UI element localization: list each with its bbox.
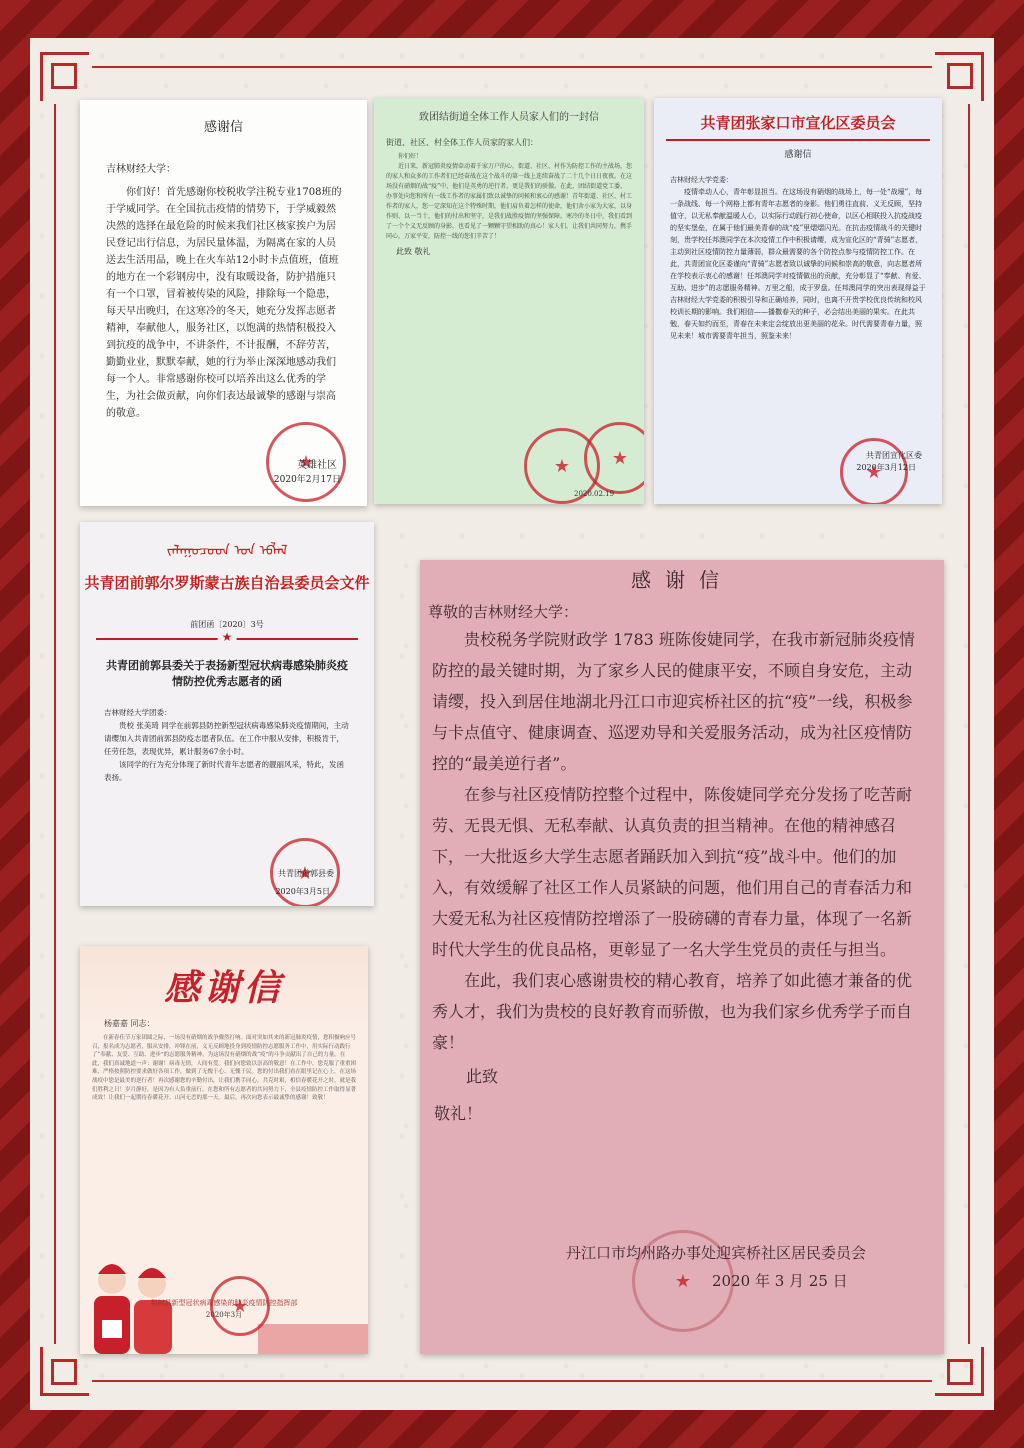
letter-text: 近日来，新冠肺炎疫情牵动着千家万户的心，街道、社区、村作为防控工作的主战场，您的家人和众多的工作者们已经奋战在这个战斗的第一线上连续奋战了二十几个日日夜夜。在这场没有硝烟的战“疫”中，他们是英勇的逆行者，更是我们的骄傲。在此，团结街道党工委、办事处向您和所有一线工作者的家属们致以诚挚的问候和衷心的感谢！青年街道、社区、村工作者的家人，您一定深知在这个特殊时期，他们肩负着怎样的使命，他们舍小家为大家，以身作则、以一当十，他们的付出和坚守，是我们战胜疫情的坚强保障。寒冷的冬日中，我们看到了一个个义无反顾的身影，也看见了一颗颗守望相助的真心！家人们，让我们共同努力，携手同心，万家平安，防控一线的您们辛苦了！ [386,163,633,240]
letter-salute: 吉林财经大学： [106,164,176,175]
letter-signature: 丹江口市均州路办事处迎宾桥社区居民委员会 [566,1244,867,1262]
letter-signature: 英雄社区 [297,460,337,471]
letter-body [420,624,944,1058]
letter-xuanhua-youth-league [654,98,942,504]
letter-danjiangkou-yingbinqiao-community [420,560,944,1354]
letter-date: 2020 年 3 月 25 日 [712,1272,848,1290]
letter-title: 致团结街道全体工作人员家人们的一封信 [419,112,599,123]
corner-ornament-top-right [935,52,984,101]
border-line-bottom [92,1380,932,1382]
letter-salute: 杨嘉嘉 同志： [104,1019,155,1028]
letter-body [654,174,942,342]
border-line-top [92,66,932,68]
letter-title: 感谢信 [203,120,243,135]
corner-ornament-bottom-left [40,1347,89,1396]
letter-body [80,161,367,422]
org-header: 共青团前郭尔罗斯蒙古族自治县委员会文件 [84,574,370,592]
header-divider [666,139,930,141]
border-line-left [54,104,56,1344]
letter-date: 2020年3月5日 [275,887,330,896]
letter-body [80,706,374,784]
letter-title: 共青团前郭县委关于表扬新型冠状病毒感染肺炎疫情防控优秀志愿者的函 [106,659,348,688]
letter-text: 疫情牵动人心，青年彰显担当。在这场没有硝烟的战场上，每一处“战壕”，每一条战线、每一个网格上都有青年志愿者的身影。他们勇往直前、义无反顾，坚持值守，以无私奉献温暖人心，以实际行动践行初心使命，以区心相联投入抗疫战疫的坚实堡垒，在属于他们最美青春的战“疫”里熠熠闪光。在抗击疫情战斗的关键时刻，贵学校任邦澳同学在本次疫情工作中积极请缨，成为宣化区的“青骑”志愿者，主动到社区疫情防控力量薄弱，群众最需要的各个防控点参与疫情防控工作。在此，共青团宣化区委谨向“青骑”志愿者致以诚挚的问候和崇高的敬意，向志愿者所在学校表示衷心的感谢！任邦澳同学对疫情做出的贡献，充分彰显了“奉献、有爱、互助、进步”的志愿服务精神。万里之船，成于罗盘。任邦澳同学的突出表现得益于吉林财经大学党委的积极引导和正确培养，同时，也离不开贵学校优良传统和校风校训长期的影响。我们相信——播撒春天的种子，必会结出美丽的果实。在此共勉，春天如约而至，青春在未来定会绽放出更美丽的花朵。时代需要青春力量，照见未来！城市需要青年担当，照鉴未来！ [670,188,926,340]
letter-title: 感谢信 [163,967,284,1009]
letter-paragraph-3: 在此，我们衷心感谢贵校的精心教育，培养了如此德才兼备的优秀人才，我们为贵校的良好教育而骄傲，也为我们家乡优秀学子而自豪！ [432,971,913,1052]
tiananmen-gate-silhouette [258,1324,368,1354]
mongolian-script-header: ᠵᠠᠯᠠᠭᠤᠴᠤᠳ ᠤᠨ ᠡᠪᠯᠡᠯ [166,543,288,559]
letter-closing: 此致 敬礼 [396,247,431,256]
letter-salute: 尊敬的吉林财经大学： [428,603,579,621]
letter-lishu-epidemic-command [80,946,368,1354]
letter-date: 2020年2月17日 [273,475,341,485]
thank-you-letter-yingxiong-community [80,100,367,506]
letter-date: 2020年3月 [205,1311,243,1319]
letter-salute: 吉林财经大学团委： [104,708,172,717]
letter-text-2: 该同学的行为充分体现了新时代青年志愿者的靓丽风采，特此，发函表扬。 [104,760,344,782]
letter-signature: 共青团前郭县委 [278,869,334,878]
letter-paragraph-1: 贵校税务学院财政学 1783 班陈俊婕同学，在我市新冠肺炎疫情防控的最关键时期，为了家乡人民的健康平安，不顾自身安危，主动请缨，投入到居住地湖北丹江口市迎宾桥社区的抗“疫”一线，积极参与卡点值守、健康调查、巡逻劝导和关爱服务活动，成为社区疫情防控的“最美逆行者”。 [432,630,915,773]
letter-tuanjie-street [374,98,644,504]
letter-text: 你们好！首先感谢你校税收学注税专业1708班的于学威同学。在全国抗击疫情的情势下，于学威毅然决然的选择在最危险的时候来我们社区核家挨户为居民登记出行信息，为居民量体温，为隔离在家的人员送去生活用品，晚上在火车站12小时卡点值班，值班的地方在一个彩钢房中，没有取暖设备，防护措施只有一个口罩，冒着被传染的风险，排除每一个隐患，每天早出晚归，在这寒冷的冬天，她充分发挥志愿者精神，奉献他人，服务社区，以饱满的热情积极投入到抗疫的战争中，不讲条件，不计报酬，不辞劳苦，勤勤业业，默默奉献，她的行为举止深深地感动我们每一个人。非常感谢你校可以培养出这么优秀的学生，为社会做贡献，向你们表达最诚挚的感谢与崇高的敬意。 [106,187,342,419]
letter-closing-1: 此致 [466,1067,499,1086]
letter-paragraph-2: 在参与社区疫情防控整个过程中，陈俊婕同学充分发扬了吃苦耐劳、无畏无惧、无私奉献、认真负责的担当精神。在他的精神感召下，一大批返乡大学生志愿者踊跃加入到抗“疫”战斗中。他们的加入，有效缓解了社区工作人员紧缺的问题，他们用自己的青春活力和大爱无私为社区疫情防控增添了一股磅礴的青春力量，体现了一名新时代大学生的优良品格，更彰显了一名大学生党员的责任与担当。 [432,785,913,959]
letter-qianguo-youth-league [80,522,374,906]
header-divider [96,630,358,644]
corner-ornament-top-left [40,52,89,101]
letter-signature: 梨树县新型冠状病毒感染的肺炎疫情防控指挥部 [150,1299,298,1307]
corner-ornament-bottom-right [935,1347,984,1396]
letter-title: 感谢信 [784,150,812,160]
letter-body [374,152,644,242]
org-header: 共青团张家口市宣化区委员会 [700,114,896,132]
star-icon: ★ [218,630,237,644]
letter-closing-2: 敬礼！ [434,1104,483,1123]
letter-date: 2020年3月12日 [856,463,916,472]
document-reference: 前团函〔2020〕3号 [190,620,264,629]
letter-signature: 共青团宣化区委 [866,451,922,460]
letter-body: 在新春佳节万家团圆之际，一场没有硝烟的战争骤然打响。面对突如其来的新冠肺炎疫情，您积极响应号召，报名成为志愿者，服从安排，冲锋在前，义无反顾地投身到疫情防控志愿服务工作中，用实际行动践行了“奉献、友爱、互助、进步”的志愿服务精神，为这场没有硝烟的战“疫”的斗争贡献出了自己的力量。在此，我们真诚地道一声：谢谢！病毒无情，人间有爱。我们向您致以崇高的敬意！在工作中，您克服了重重困难，严格按照防控要求做好各项工作，做到了无愧于心、无愧于民。您的付出我们看在眼里记在心上，在这场战疫中您是最美的逆行者！再次感谢您的辛勤付出，让我们携手同心，共克时艰，相信春暖花开之时，就是我们胜利之日！岁月静好，是因为有人负重前行。在您和所有志愿者的共同努力下，全县疫情防控工作取得显著成效！让我们一起期待春暖花开、山河无恙的那一天。最后，再次向您表示最诚挚的感谢！致敬！ [92,1035,357,1102]
letter-date: 2020.02.19 [574,490,615,498]
border-line-right [968,104,970,1344]
letter-salute: 街道、社区、村全体工作人员家的家人们： [386,138,538,147]
letter-text-1: 贵校 张美琦 同学在前郭县防控新型冠状病毒感染肺炎疫情期间，主动请缨加入共青团前郭县防疫志愿者队伍。在工作中服从安排，积极肯干，任劳任怨，表现优异，累计服务67余小时。 [104,721,349,756]
letter-salute: 吉林财经大学党委： [670,176,733,184]
letter-title: 感谢信 [631,568,733,592]
letter-greeting: 你们好！ [398,153,423,160]
